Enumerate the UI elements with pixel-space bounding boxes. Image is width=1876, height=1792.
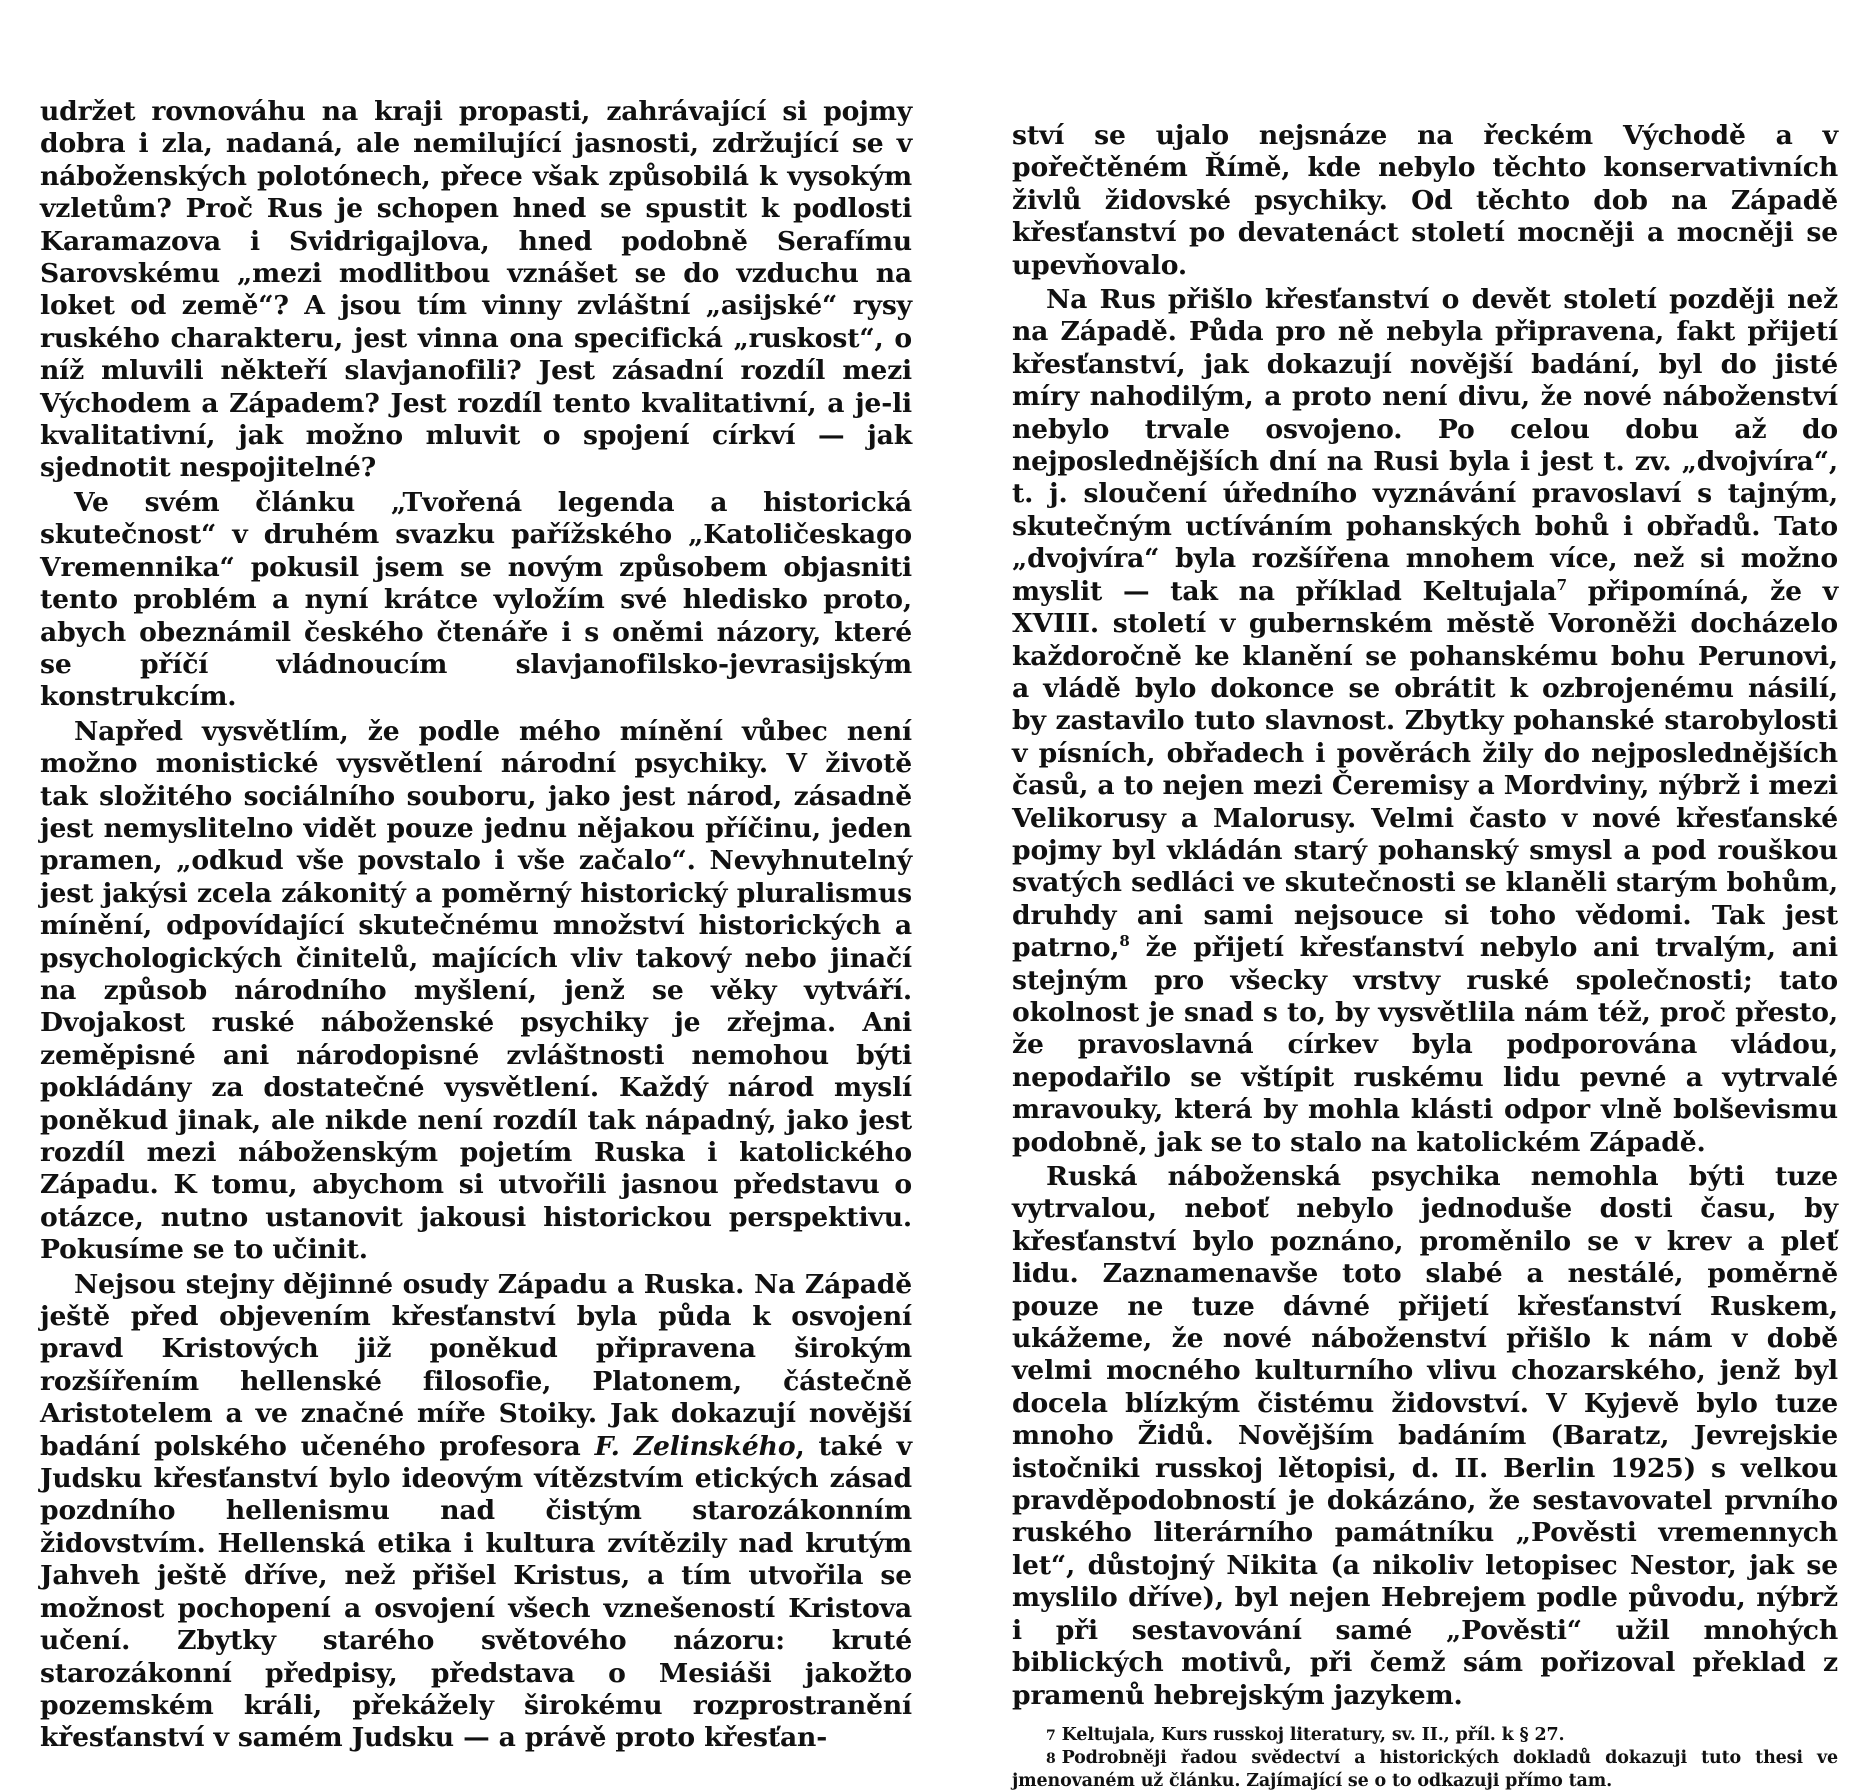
footnote-8-mark: 8 [1046,1750,1056,1767]
right-paragraph-3: Ruská náboženská psychika nemohla býti tuze vytrvalou, neboť nebylo jednoduše dosti času, by křesťanství bylo poznáno, proměnilo se v krev a pleť lidu. Zaznamenavše toto slabé a nestálé, poměrně pouze ne tuze dávné přijetí křesťanství Ruskem, ukážeme, že nové náboženství přišlo k nám v době velmi mocného kulturního vlivu chozarského, jenž byl docela blízkým čistému židovství. V Kyjevě bylo tuze mnoho Židů. Novějším badáním (Baratz, Jevrejskie istočniki russkoj lětopisi, d. II. Berlin 1925) s velkou pravděpodobností je dokázáno, že sestavovatel prvního ruského literárního památníku „Pověsti vremennych let“, důstojný Nikita (a nikoliv letopisec Nestor, jak se myslilo dříve), byl nejen Hebrejem podle původu, nýbrž i při sestavování samé „Pověsti“ užil mnohých biblických motivů, při čemž sám pořizoval překlad z pramenů hebrejským jazykem. [1012,1161,1838,1711]
right-paragraph-1: ství se ujalo nejsnáze na řeckém Východě a v pořečtěném Římě, kde nebylo těchto konservativních živlů židovské psychiky. Od těchto dob na Západě křesťanství po devatenáct století mocněji a mocněji se upevňovalo. [1012,120,1838,281]
footnote-ref-7: 7 [1556,575,1567,594]
right-page [1012,120,1838,1792]
footnote-8 [1012,1747,1838,1792]
left-paragraph-2: Ve svém článku „Tvořená legenda a historická skutečnost“ v druhém svazku pařížského „Katoličeskago Vremennika“ pokusil jsem se novým způsobem objasniti tento problém a nyní krátce vyložím své hledisko proto, abych obeznámil českého čtenáře i s oněmi názory, které se příčí vládnoucím slavjanofilsko-jevrasijským konstrukcím. [40,486,912,713]
footnote-7 [1012,1724,1838,1747]
right-paragraph-2-part-3: že přijetí křesťanství nebylo ani trvalým, ani stejným pro všecky vrstvy ruské společnosti; tato okolnost je snad s to, by vysvětlila nám též, proč přesto, že pravoslavná církev byla podporována vládou, nepodařilo se vštípit ruskému lidu pevné a vytrvalé mravouky, která by mohla klásti odpor vlně bolševismu podobně, jak se to stalo na katolickém Západě. [1012,932,1838,1158]
footnote-ref-8: 8 [1119,932,1130,951]
footnote-7-mark: 7 [1046,1727,1056,1744]
right-paragraph-2 [1012,284,1838,1159]
left-page [40,96,912,1757]
left-paragraph-1: udržet rovnováhu na kraji propasti, zahrávající si pojmy dobra i zla, nadaná, ale nemilující jasnosti, zdržující se v náboženských polotónech, přece však způsobilá k vysokým vzletům? Proč Rus je schopen hned se spustit k podlosti Karamazova i Svidrigajlova, hned podobně Serafímu Sarovskému „mezi modlitbou vznášet se do vzduchu na loket od země“? A jsou tím vinny zvláštní „asijské“ rysy ruského charakteru, jest vinna ona specifická „ruskost“, o níž mluvili někteří slavjanofili? Jest zásadní rozdíl mezi Východem a Západem? Jest rozdíl tento kvalitativní, a je-li kvalitativní, jak možno mluvit o spojení církví — jak sjednotit nespojitelné? [40,96,912,484]
right-paragraph-2-part-2: připomíná, že v XVIII. století v gubernském městě Voroněži docházelo každoročně ke klanění se pohanskému bohu Perunovi, a vládě bylo dokonce se obrátit k ozbrojenému násilí, by zastavilo tuto slavnost. Zbytky pohanské starobylosti v písních, obřadech i pověrách žily do nejposlednějších časů, a to nejen mezi Čeremisy a Mordviny, nýbrž i mezi Velikorusy a Malorusy. Velmi často v nové křesťanské pojmy byl vkládán starý pohanský smysl a pod rouškou svatých sedláci ve skutečnosti se klaněli starým bohům, druhdy ani sami nejsouce si toho vědomi. Tak jest patrno, [1012,575,1838,964]
left-paragraph-4 [40,1269,912,1755]
left-paragraph-4-part-2: , také v Judsku křesťanství bylo ideovým vítězstvím etických zásad pozdního hellenismu nad čistým starozákonním židovstvím. Hellenská etika i kultura zvítězily nad krutým Jahveh ještě dříve, než přišel Kristus, a tím utvořila se možnost pochopení a osvojení všech vznešeností Kristova učení. Zbytky starého světového názoru: kruté starozákonní předpisy, představa o Mesiáši jakožto pozemském králi, překážely širokému rozprostranění křesťanství v samém Judsku — a právě proto křesťan- [40,1430,912,1754]
left-paragraph-4-part-1: Nejsou stejny dějinné osudy Západu a Ruska. Na Západě ještě před objevením křesťanství byla půda k osvojení pravd Kristových již poněkud připravena širokým rozšířením hellenské filosofie, Platonem, částečně Aristotelem a ve značné míře Stoiky. Jak dokazují novější badání polského učeného profesora [40,1268,912,1462]
footnote-7-text: Keltujala, Kurs russkoj literatury, sv. II., příl. k § 27. [1061,1724,1565,1745]
footnotes [1012,1724,1838,1792]
author-name-italic: F. Zelinského [594,1430,796,1462]
left-paragraph-3: Napřed vysvětlím, že podle mého mínění vůbec není možno monistické vysvětlení národní psychiky. V životě tak složitého sociálního souboru, jako jest národ, zásadně jest nemyslitelno vidět pouze jednu nějakou příčinu, jeden pramen, „odkud vše povstalo i vše začalo“. Nevyhnutelný jest jakýsi zcela zákonitý a poměrný historický pluralismus mínění, odpovídající skutečnému množství historických a psychologických činitelů, majících vliv takový nebo jinačí na způsob národního myšlení, jenž se věky vytváří. Dvojakost ruské náboženské psychiky je zřejma. Ani zeměpisné ani národopisné zvláštnosti nemohou býti pokládány za dostatečné vysvětlení. Každý národ myslí poněkud jinak, ale nikde není rozdíl tak nápadný, jako jest rozdíl mezi náboženským pojetím Ruska i katolického Západu. K tomu, abychom si utvořili jasnou představu o otázce, nutno ustanovit jakousi historickou perspektivu. Pokusíme se to učinit. [40,715,912,1266]
footnote-8-text: Podrobněji řadou svědectví a historických dokladů dokazuji tuto thesi ve jmenovaném už článku. Zajímající se o to odkazuji přímo tam. [1012,1747,1838,1791]
right-paragraph-2-part-1: Na Rus přišlo křesťanství o devět století později než na Západě. Půda pro ně nebyla připravena, fakt přijetí křesťanství, jak dokazují novější badání, byl do jisté míry nahodilým, a proto není divu, že nové náboženství nebylo trvale osvojeno. Po celou dobu až do nejposlednějších dní na Rusi byla i jest t. zv. „dvojvíra“, t. j. sloučení úředního vyznávání pravosl​aví s tajným, skutečným uctíváním pohanských bohů i obřadů. Tato „dvojvíra“ byla rozšířena mnohem více, než si možno myslit — tak na příklad Keltujala [1012,284,1838,607]
